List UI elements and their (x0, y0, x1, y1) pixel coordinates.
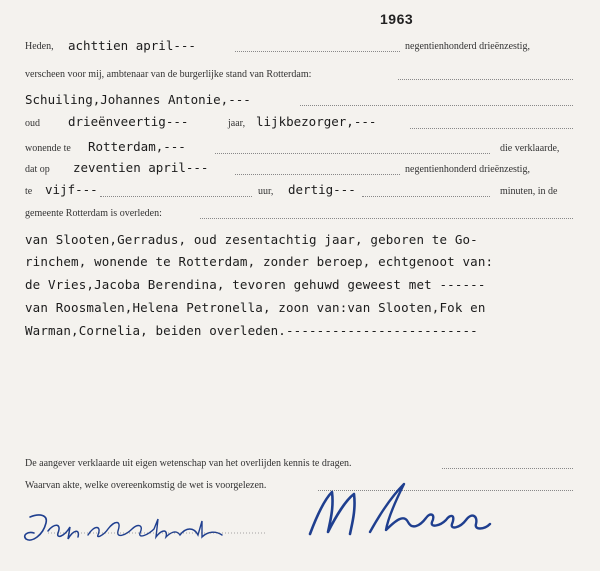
death-date: zeventien april--- (73, 160, 209, 175)
declarant-residence: Rotterdam,--- (88, 139, 186, 154)
death-hour: vijf--- (45, 182, 98, 197)
declarant-signature (18, 505, 268, 550)
declarant-name: Schuiling,Johannes Antonie,--- (25, 92, 251, 107)
heden-label: Heden, (25, 41, 54, 52)
appeared-text: verscheen voor mij, ambtenaar van de burgerlijke stand van Rotterdam: (25, 69, 312, 80)
jaar-label: jaar, (228, 118, 246, 129)
dotted-line (215, 153, 490, 154)
death-year: negentienhonderd drieënzestig, (405, 164, 530, 175)
dotted-line (100, 196, 252, 197)
dotted-line (235, 51, 400, 52)
minuten-label: minuten, in de (500, 186, 558, 197)
read-text: Waarvan akte, welke overeenkomstig de wet is voorgelezen. (25, 480, 267, 491)
deceased-line: van Slooten,Gerradus, oud zesentachtig jaar, geboren te Go- (25, 232, 478, 247)
declarant-age: drieënveertig--- (68, 114, 189, 129)
registration-date: achttien april--- (68, 38, 196, 53)
gemeente-text: gemeente Rotterdam is overleden: (25, 208, 162, 219)
dotted-line (235, 174, 400, 175)
dotted-line (442, 468, 573, 469)
deceased-line: Warman,Cornelia, beiden overleden.------------------------- (25, 323, 478, 338)
uur-label: uur, (258, 186, 274, 197)
death-minutes: dertig--- (288, 182, 356, 197)
verklaarde-label: die verklaarde, (500, 143, 560, 154)
dotted-line (300, 105, 573, 106)
dotted-line (362, 196, 490, 197)
dotted-line (200, 218, 573, 219)
dat-op-label: dat op (25, 164, 50, 175)
wonende-label: wonende te (25, 143, 71, 154)
certificate-year: 1963 (380, 11, 414, 27)
deceased-line: de Vries,Jacoba Berendina, tevoren gehuwd geweest met ------ (25, 277, 486, 292)
te-label: te (25, 186, 33, 197)
dotted-line (410, 128, 573, 129)
deceased-line: rinchem, wonende te Rotterdam, zonder beroep, echtgenoot van: (25, 254, 494, 269)
registration-year: negentienhonderd drieënzestig, (405, 41, 530, 52)
declarant-occupation: lijkbezorger,--- (256, 114, 377, 129)
oud-label: oud (25, 118, 40, 129)
knowledge-text: De aangever verklaarde uit eigen wetenschap van het overlijden kennis te dragen. (25, 458, 352, 469)
official-signature (300, 478, 510, 546)
deceased-line: van Roosmalen,Helena Petronella, zoon van:van Slooten,Fok en (25, 300, 486, 315)
dotted-line (398, 79, 573, 80)
